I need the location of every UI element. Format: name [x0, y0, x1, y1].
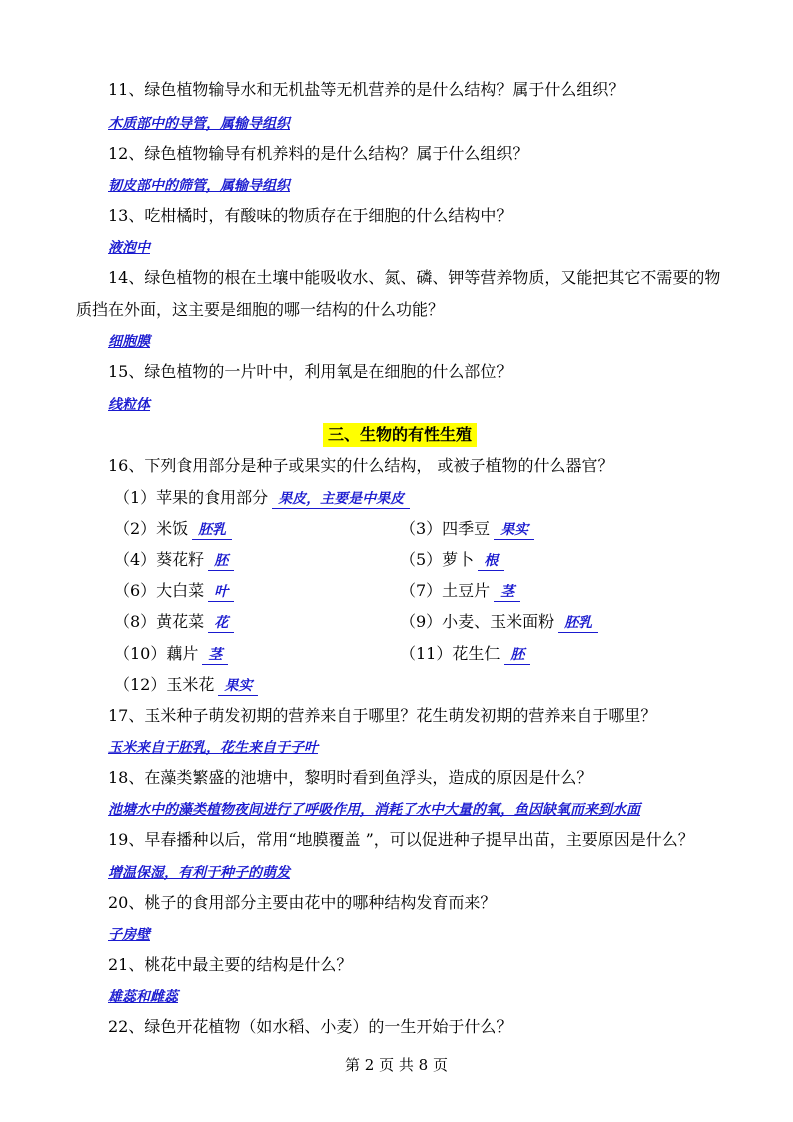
q16-item-label: （11）花生仁	[400, 644, 501, 663]
q16-item-9	[400, 612, 598, 633]
q16-item-12	[114, 675, 258, 696]
q16-item-4	[114, 550, 234, 571]
q16-item-label: （7）土豆片	[400, 581, 491, 600]
answer-20: 子房壁	[108, 927, 150, 943]
answer-11: 木质部中的导管，属输导组织	[108, 116, 290, 132]
question-20: 20、桃子的食用部分主要由花中的哪种结构发育而来？	[108, 893, 497, 912]
question-12: 12、绿色植物输导有机养料的是什么结构？属于什么组织？	[108, 144, 529, 163]
q16-item-5	[400, 550, 504, 571]
q16-item-answer: 果实	[218, 677, 258, 696]
q16-item-1	[114, 488, 410, 509]
question-17: 17、玉米种子萌发初期的营养来自于哪里？花生萌发初期的营养来自于哪里？	[108, 706, 657, 725]
answer-17: 玉米来自于胚乳，花生来自于子叶	[108, 740, 318, 756]
q16-item-label: （12）玉米花	[114, 675, 215, 694]
q16-item-answer: 叶	[208, 583, 234, 602]
answer-18: 池塘水中的藻类植物夜间进行了呼吸作用，消耗了水中大量的氧，鱼因缺氧而来到水面	[108, 802, 640, 818]
answer-14: 细胞膜	[108, 334, 150, 350]
q16-item-label: （2）米饭	[114, 519, 189, 538]
q16-item-answer: 果实	[494, 521, 534, 540]
answer-15: 线粒体	[108, 397, 150, 413]
answer-19: 增温保湿，有利于种子的萌发	[108, 865, 290, 881]
question-13: 13、吃柑橘时，有酸味的物质存在于细胞的什么结构中？	[108, 206, 513, 225]
q16-item-2	[114, 519, 232, 540]
question-15: 15、绿色植物的一片叶中，利用氧是在细胞的什么部位？	[108, 362, 513, 381]
question-19: 19、早春播种以后，常用“地膜覆盖 ”，可以促进种子提早出苗，主要原因是什么？	[108, 830, 694, 849]
q16-item-label: （5）萝卜	[400, 550, 475, 569]
q16-item-answer: 胚乳	[558, 614, 598, 633]
page-footer: 第 2 页 共 8 页	[345, 1056, 448, 1074]
q16-item-answer: 茎	[202, 646, 228, 665]
q16-item-3	[400, 519, 534, 540]
q16-item-label: （10）藕片	[114, 644, 199, 663]
q16-item-answer: 花	[208, 614, 234, 633]
answer-21: 雄蕊和雌蕊	[108, 989, 178, 1005]
question-18: 18、在藻类繁盛的池塘中，黎明时看到鱼浮头，造成的原因是什么？	[108, 768, 593, 787]
question-11: 11、绿色植物输导水和无机盐等无机营养的是什么结构？属于什么组织？	[108, 80, 625, 99]
q16-item-label: （4）葵花籽	[114, 550, 205, 569]
question-22: 22、绿色开花植物（如水稻、小麦）的一生开始于什么？	[108, 1017, 513, 1036]
question-16: 16、下列食用部分是种子或果实的什么结构， 或被子植物的什么器官？	[108, 456, 614, 475]
q16-item-7	[400, 581, 520, 602]
q16-item-6	[114, 581, 234, 602]
answer-12: 韧皮部中的筛管，属输导组织	[108, 178, 290, 194]
q16-item-10	[114, 644, 228, 665]
section-heading: 三、生物的有性生殖	[323, 423, 477, 447]
q16-item-answer: 胚	[504, 646, 530, 665]
q16-item-label: （6）大白菜	[114, 581, 205, 600]
q16-item-answer: 果皮，主要是中果皮	[272, 490, 410, 509]
q16-item-label: （3）四季豆	[400, 519, 491, 538]
q16-item-answer: 茎	[494, 583, 520, 602]
q16-item-label: （1）苹果的食用部分	[114, 488, 269, 507]
answer-13: 液泡中	[108, 240, 150, 256]
q16-item-label: （9）小麦、玉米面粉	[400, 612, 555, 631]
question-21: 21、桃花中最主要的结构是什么？	[108, 955, 353, 974]
question-14-line1: 14、绿色植物的根在土壤中能吸收水、氮、磷、钾等营养物质，又能把其它不需要的物	[108, 268, 721, 287]
q16-item-11	[400, 644, 530, 665]
q16-item-label: （8）黄花菜	[114, 612, 205, 631]
question-14-line2: 质挡在外面，这主要是细胞的哪一结构的什么功能？	[76, 300, 445, 319]
q16-item-answer: 根	[478, 552, 504, 571]
q16-item-answer: 胚	[208, 552, 234, 571]
q16-item-8	[114, 612, 234, 633]
q16-item-answer: 胚乳	[192, 521, 232, 540]
